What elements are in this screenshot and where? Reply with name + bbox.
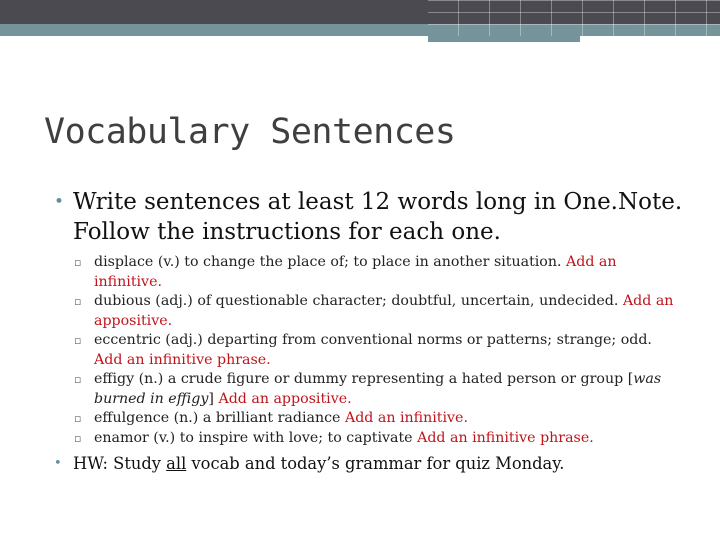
square-bullet-icon: ▫ xyxy=(74,295,82,308)
square-bullet-icon: ▫ xyxy=(74,256,82,269)
vocab-item-effulgence xyxy=(74,409,674,429)
vocab-definition: dubious (adj.) of questionable character; doubtful, uncertain, undecided. xyxy=(94,293,623,309)
vocab-item-displace xyxy=(74,253,674,292)
vocab-list xyxy=(52,253,674,448)
vocab-item-effigy xyxy=(74,370,674,409)
bullet-icon: • xyxy=(54,192,65,212)
vocab-definition: displace (v.) to change the place of; to place in another situation. xyxy=(94,254,567,270)
vocab-instruction: Add an infinitive phrase. xyxy=(94,351,271,368)
vocab-definition: effulgence (n.) a brilliant radiance xyxy=(94,410,345,426)
hw-text-end: vocab and today’s grammar for quiz Monday. xyxy=(186,454,565,473)
vocab-definition: eccentric (adj.) departing from conventional norms or patterns; strange; odd. xyxy=(94,332,652,348)
square-bullet-icon: ▫ xyxy=(74,373,82,386)
vocab-instruction: Add an infinitive. xyxy=(344,410,468,426)
vocab-example: was burned in effigy xyxy=(94,371,662,407)
main-bullet-text: Write sentences at least 12 words long in One.Note. Follow the instructions for each one. xyxy=(73,189,683,245)
vocab-instruction: Add an infinitive. xyxy=(94,254,617,290)
slide-content xyxy=(52,187,692,476)
bullet-icon: • xyxy=(54,456,62,471)
vocab-definition-end: ] xyxy=(208,390,219,407)
square-bullet-icon: ▫ xyxy=(74,334,82,347)
main-bullet xyxy=(52,187,692,247)
vocab-instruction: Add an infinitive phrase. xyxy=(417,429,594,446)
square-bullet-icon: ▫ xyxy=(74,431,82,445)
vocab-definition: enamor (v.) to inspire with love; to captivate xyxy=(94,429,418,446)
vocab-item-eccentric xyxy=(74,331,674,370)
homework-bullet xyxy=(52,452,692,476)
square-bullet-icon: ▫ xyxy=(74,412,82,425)
vocab-instruction: Add an appositive. xyxy=(94,293,674,329)
vocab-instruction: Add an appositive. xyxy=(218,390,352,407)
hw-emphasis: all xyxy=(166,454,187,473)
vocab-item-dubious xyxy=(74,292,674,331)
header-band-accent xyxy=(428,36,580,42)
hw-text: HW: Study xyxy=(73,454,167,473)
slide-title: Vocabulary Sentences xyxy=(44,112,456,152)
vocab-definition: effigy (n.) a crude figure or dummy representing a hated person or group [ xyxy=(94,371,634,387)
header-grid-pattern xyxy=(428,0,720,36)
vocab-item-enamor xyxy=(74,429,674,449)
